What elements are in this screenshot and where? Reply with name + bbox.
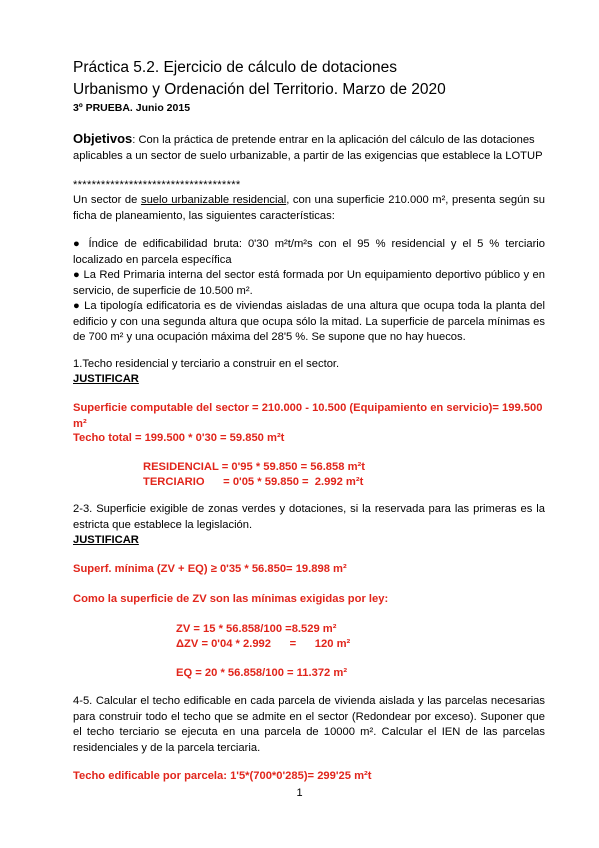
question-4-5: 4-5. Calcular el techo edificable en cada parcela de vivienda aislada y las parcelas necesarias para construir todo el techo que se admite en el sector (Redondear por exceso). Suponer que el techo terciario se ejecuta en una parcela de 10000 m². Calcular el IEN de las parcelas residenciales y de la parcela terciaria.	[73, 695, 545, 754]
question-2-3-justify-label: JUSTIFICAR	[73, 534, 139, 546]
separator-line: ************************************	[73, 179, 241, 191]
objectives-text: : Con la práctica de pretende entrar en la aplicación del cálculo de las dotaciones aplicables a un sector de suelo urbanizable, a partir de las exigencias que establece la LOTUP	[73, 134, 543, 162]
intro-underlined: suelo urbanizable residencial	[140, 194, 287, 206]
answer-superficie: Superficie computable del sector = 210.000 - 10.500 (Equipamiento en servicio)= 199.500 m²	[73, 402, 543, 430]
characteristics-list	[73, 237, 545, 346]
answer-residencial: RESIDENCIAL = 0'95 * 59.850 = 56.858 m²t	[143, 461, 365, 473]
bullet-item: ● La tipología edificatoria es de viviendas aisladas de una altura que ocupa toda la planta del edificio y con una segunda altura que ocupa sólo la mitad. La superficie de parcela mínimas es de 700 m² y una ocupación máxima del 28'5 %. Se supone que no hay huecos.	[73, 300, 545, 343]
subtitle: 3º PRUEBA. Junio 2015	[73, 102, 191, 114]
title-line-2: Urbanismo y Ordenación del Territorio. Marzo de 2020	[73, 81, 446, 98]
title-line-1: Práctica 5.2. Ejercicio de cálculo de dotaciones	[73, 59, 397, 76]
bullet-item: ● La Red Primaria interna del sector está formada por Un equipamiento deportivo público y en servicio, de superficie de 10.500 m².	[73, 269, 545, 297]
question-2-3: 2-3. Superficie exigible de zonas verdes y dotaciones, si la reservada para las primeras es la estricta que establece la legislación.	[73, 503, 545, 531]
answer-delta-zv: ΔZV = 0'04 * 2.992 = 120 m²	[176, 638, 351, 650]
question-1-justify-label: JUSTIFICAR	[73, 373, 139, 385]
answer-superf-minima: Superf. mínima (ZV + EQ) ≥ 0'35 * 56.850= 19.898 m²	[73, 563, 347, 575]
bullet-item: ● Índice de edificabilidad bruta: 0'30 m²t/m²s con el 95 % residencial y el 5 % terciario localizado en parcela específica	[73, 238, 545, 266]
intro-pre: Un sector de	[73, 194, 141, 206]
page-number: 1	[296, 787, 303, 799]
question-1: 1.Techo residencial y terciario a construir en el sector.	[73, 358, 340, 370]
objectives-label: Objetivos	[73, 131, 133, 146]
answer-zv: ZV = 15 * 56.858/100 =8.529 m²	[176, 623, 337, 635]
answer-eq: EQ = 20 * 56.858/100 = 11.372 m²	[176, 667, 348, 679]
intro-post: , con una superficie 210.000 m², presenta según su ficha de planeamiento, las siguientes características:	[73, 194, 545, 222]
answer-techo-parcela: Techo edificable por parcela: 1'5*(700*0'285)= 299'25 m²t	[73, 770, 372, 782]
objectives-paragraph	[73, 131, 545, 164]
answer-como: Como la superficie de ZV son las mínimas exigidas por ley:	[73, 593, 389, 605]
answer-terciario: TERCIARIO = 0'05 * 59.850 = 2.992 m²t	[143, 476, 364, 488]
intro-paragraph	[73, 193, 545, 224]
answer-techo-total: Techo total = 199.500 * 0'30 = 59.850 m²t	[73, 432, 285, 444]
